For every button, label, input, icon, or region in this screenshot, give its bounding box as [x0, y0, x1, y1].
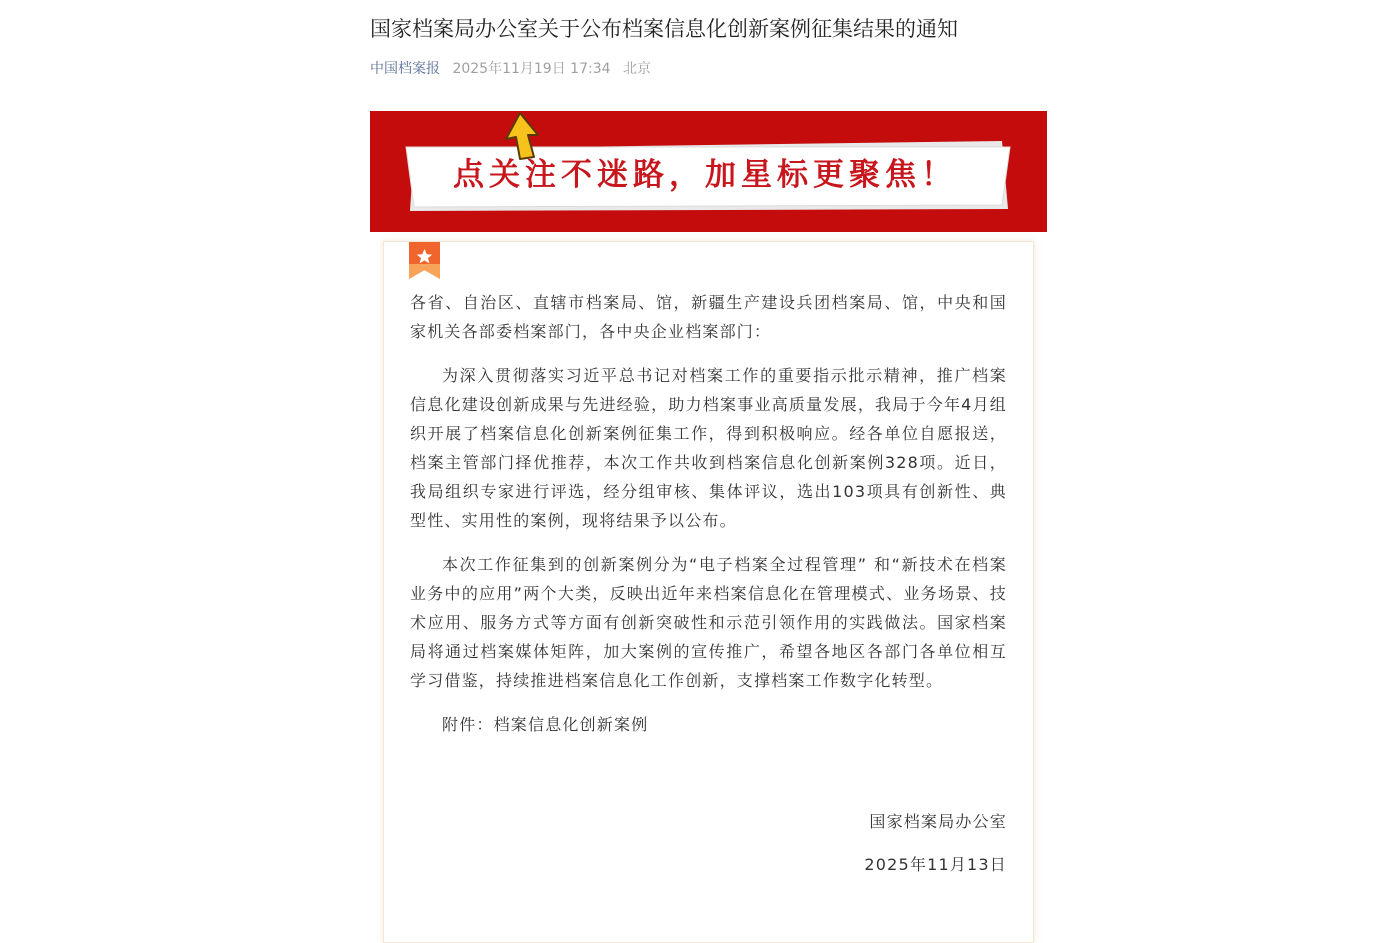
salutation: 各省、自治区、直辖市档案局、馆，新疆生产建设兵团档案局、馆，中央和国家机关各部委档案部门，各中央企业档案部门： — [410, 293, 1007, 341]
attachment-note: 附件：档案信息化创新案例 — [442, 715, 649, 734]
article-meta — [370, 58, 651, 80]
star-ribbon-icon — [409, 242, 440, 282]
spacer — [410, 754, 1007, 807]
publish-time: 2025年11月19日 17:34 — [452, 61, 611, 77]
publish-location: 北京 — [622, 61, 651, 77]
follow-banner — [370, 111, 1047, 232]
source-link[interactable]: 中国档案报 — [370, 61, 440, 77]
notice-content — [410, 288, 1007, 879]
notice-card — [383, 241, 1034, 943]
paragraph-1: 为深入贯彻落实习近平总书记对档案工作的重要指示批示精神，推广档案信息化建设创新成果与先进经验，助力档案事业高质量发展，我局于今年4月组织开展了档案信息化创新案例征集工作，得到积极响应。经各单位自愿报送，档案主管部门择优推荐，本次工作共收到档案信息化创新案例328项。近日，我局组织专家进行评选，经分组审核、集体评议，选出103项具有创新性、典型性、实用性的案例，现将结果予以公布。 — [410, 366, 1007, 530]
banner-text: 点关注不迷路，加星标更聚焦！ — [453, 157, 957, 193]
signature-date: 2025年11月13日 — [864, 855, 1007, 874]
article-title: 国家档案局办公室关于公布档案信息化创新案例征集结果的通知 — [370, 17, 958, 41]
paragraph-2: 本次工作征集到的创新案例分为“电子档案全过程管理” 和“新技术在档案业务中的应用”两个大类，反映出近年来档案信息化在管理模式、业务场景、技术应用、服务方式等方面有创新突破性和示范引领作用的实践做法。国家档案局将通过档案媒体矩阵，加大案例的宣传推广，希望各地区各部门各单位相互学习借鉴，持续推进档案信息化工作创新，支撑档案工作数字化转型。 — [410, 555, 1007, 690]
signature-org: 国家档案局办公室 — [869, 812, 1007, 831]
